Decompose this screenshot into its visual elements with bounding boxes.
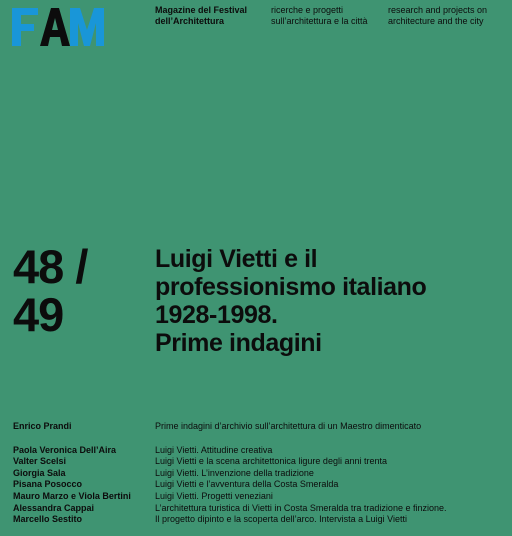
contents-author: Giorgia Sala (13, 467, 66, 478)
contents-row (13, 421, 505, 433)
issue-title: Luigi Vietti e il professionismo italiano 1928-1998. Prime indagini (155, 245, 427, 357)
contents-article: L’architettura turistica di Vietti in Costa Smeralda tra tradizione e finzione. (155, 502, 447, 513)
contents-article: Luigi Vietti e l’avventura della Costa Smeralda (155, 479, 339, 490)
fam-logo (12, 6, 104, 48)
contents-row (13, 514, 505, 526)
contents-author: Paola Veronica Dell’Aira (13, 444, 117, 455)
contents-author: Mauro Marzo e Viola Bertini (13, 490, 131, 501)
contents-row (13, 479, 505, 491)
contents-article: Luigi Vietti. Attitudine creativa (155, 444, 273, 455)
magazine-label: Magazine del Festival dell’Architettura (155, 5, 248, 26)
contents-author: Valter Scelsi (13, 456, 67, 467)
contents-author: Pisana Posocco (13, 479, 83, 490)
contents-article: Luigi Vietti. Progetti veneziani (155, 490, 273, 501)
contents-row (13, 456, 505, 468)
tagline-english: research and projects on architecture and the city (388, 5, 488, 26)
contents-author: Marcello Sestito (13, 514, 83, 525)
contents-row (13, 445, 505, 457)
contents-article: Prime indagini d’archivio sull’architettura di un Maestro dimenticato (155, 421, 422, 431)
contents-author: Alessandra Cappai (13, 502, 95, 513)
contents-article: Il progetto dipinto e la scoperta dell’arco. Intervista a Luigi Vietti (155, 514, 407, 525)
contents-article: Luigi Vietti e la scena architettonica ligure degli anni trenta (155, 456, 387, 467)
tagline-italian: ricerche e progetti sull’architettura e la città (271, 5, 368, 26)
contents-author: Enrico Prandi (13, 421, 72, 431)
table-of-contents (13, 421, 505, 526)
contents-article: Luigi Vietti. L’invenzione della tradizione (155, 467, 314, 478)
contents-row (13, 503, 505, 515)
issue-number: 48 / 49 (13, 240, 88, 341)
contents-row (13, 468, 505, 480)
contents-row (13, 491, 505, 503)
